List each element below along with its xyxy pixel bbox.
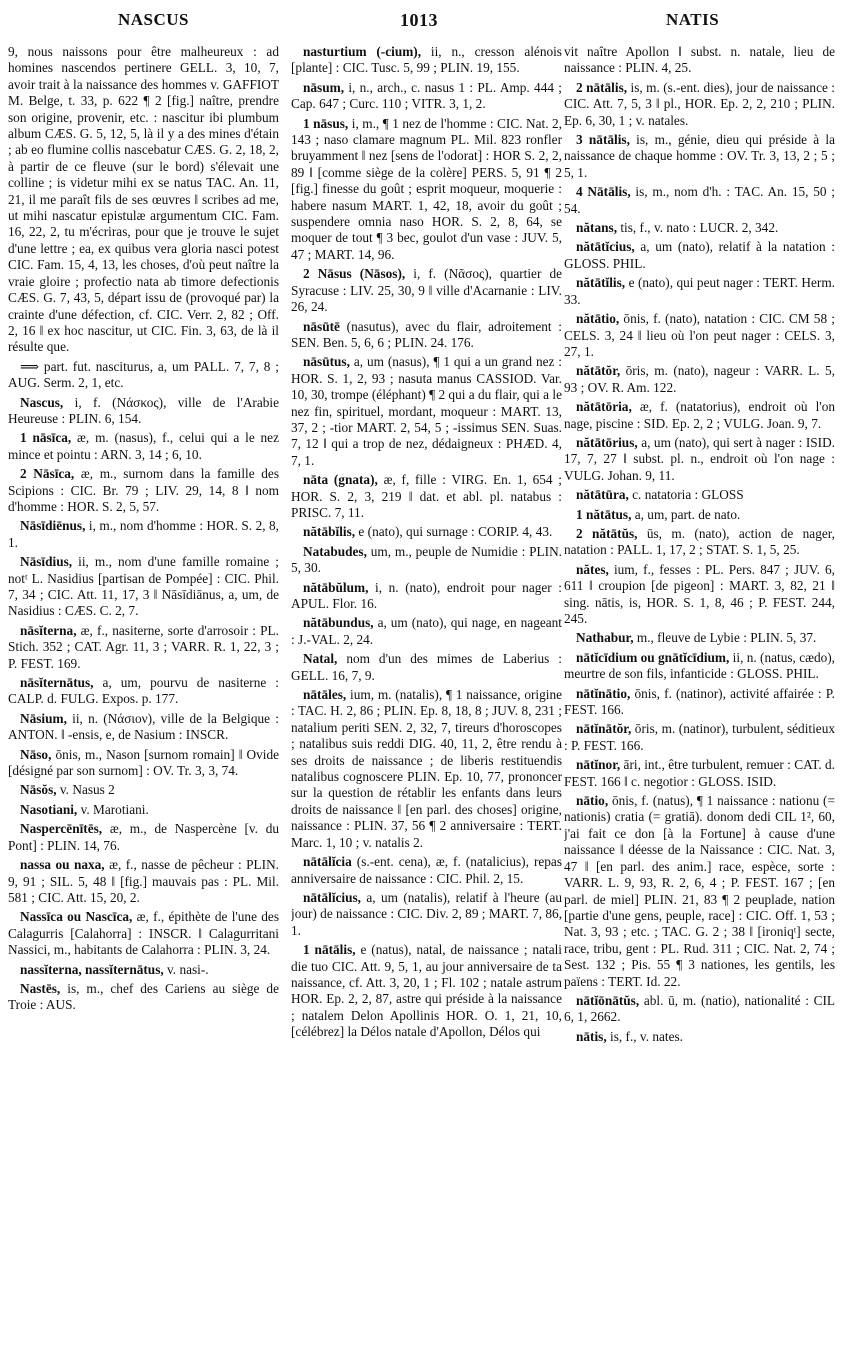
entry-headword: nătātĭcius, xyxy=(576,239,635,255)
dictionary-entry xyxy=(564,399,835,432)
entry-definition: æ, m., surnom dans la famille des Scipions : CIC. Br. 79 ; LIV. 29, 14, 8 ‖ nom d'homme : HOR. S. 2, 5, 57. xyxy=(8,466,279,514)
dictionary-entry xyxy=(291,116,562,264)
entry-definition: ōnis, m., Nason [surnom romain] ‖ Ovide [désigné par son surnom] : OV. Tr. 3, 3, 74. xyxy=(8,746,279,779)
entry-definition: ii, m., nom d'une famille romaine ; notᵗ L. Nasidius [partisan de Pompée] : CIC. Phil. 7, 34 ; CIC. Att. 11, 17, 3 ‖ Nāsīdiānus, a, um, de Nasidius : CÆS. C. 2, 7. xyxy=(8,554,279,619)
dictionary-entry xyxy=(291,80,562,113)
entry-definition: æ, f., épithète de l'une des Calagurris [Calahorra] : INSCR. ‖ Calagurritani Nassici, m., habitants de Calahorra : PLIN. 3, 24. xyxy=(8,909,279,958)
entry-definition: tis, f., v. nato : LUCR. 2, 342. xyxy=(617,220,779,236)
entry-definition: æ, m., de Naspercène [v. du Pont] : PLIN. 14, 76. xyxy=(8,821,279,853)
entry-headword: Nāsīdiēnus, xyxy=(20,518,86,534)
entry-definition: ōris, m. (nato), nageur : VARR. L. 5, 93 ; OV. R. Am. 122. xyxy=(564,363,835,395)
entry-headword: 2 nātālis, xyxy=(576,79,628,95)
entry-headword: 2 Nāsīca, xyxy=(20,466,75,482)
entry-headword: nāsĭternātus, xyxy=(20,675,94,691)
entry-headword: nātālĭcius, xyxy=(303,889,361,905)
dictionary-entry xyxy=(564,275,835,308)
dictionary-entry xyxy=(564,757,835,790)
dictionary-entry xyxy=(291,354,562,469)
dictionary-entry xyxy=(291,44,562,77)
entry-headword: nătābĭlis, xyxy=(303,524,356,540)
dictionary-entry xyxy=(564,132,835,181)
entry-definition: ii, n., cresson alénois [plante] : CIC. Tusc. 5, 99 ; PLIN. 19, 155. xyxy=(291,44,562,76)
dictionary-entry xyxy=(564,44,835,77)
entry-definition: a, um, pourvu de nasiterne : CALP. d. FULG. Expos. p. 177. xyxy=(8,675,279,707)
dictionary-entry xyxy=(564,1029,835,1045)
dictionary-entry xyxy=(564,686,835,719)
dictionary-entry xyxy=(8,675,279,708)
entry-headword: nātĭnātŏr, xyxy=(576,721,632,737)
entry-definition: vit naître Apollon ‖ subst. n. natale, lieu de naissance : PLIN. 4, 25. xyxy=(564,44,835,76)
dictionary-entry xyxy=(291,854,562,887)
dictionary-entry xyxy=(8,909,279,958)
entry-headword: 1 nătātus, xyxy=(576,506,632,522)
entry-headword: nătābŭlum, xyxy=(303,579,369,595)
entry-headword: Nassīca ou Nascīca, xyxy=(20,909,133,925)
entry-headword: Naspercēnītēs, xyxy=(20,821,103,837)
entry-headword: Nathabur, xyxy=(576,630,634,646)
entry-definition: æ, f., nasiterne, sorte d'arrosoir : PL. Stich. 352 ; CAT. Agr. 11, 3 ; VARR. R. 1, 22, 3 ; P. FEST. 169. xyxy=(8,622,279,671)
dictionary-entry xyxy=(291,890,562,939)
entry-headword: nasturtium (-cium), xyxy=(303,44,422,59)
entry-definition: c. natatoria : GLOSS xyxy=(628,487,744,503)
dictionary-entry xyxy=(8,466,279,515)
entry-headword: nătans, xyxy=(576,220,618,236)
entry-definition: ōnis, f. (natus), ¶ 1 naissance : nationu (= nationis) cratia (= gratiā). donom dedi CIL 1², 60, j'ai fait ce don [à la Fortune] à cause d'une naissance ‖ déesse de la Naissance : CIC. Nat. 3, 47 ‖ [en parl. des anim.] race, espèce, sorte : VARR. L. 9, 93, R. 2, 6, 4 ; P. FEST. 167 ; [en parl. de miel] PLIN. 21, 83 ¶ 2 peuplade, nation [partie d'une gens, peuple, race] : CIC. Off. 1, 53 ; Nat. 3, 93 ; etc. ; TAC. G. 2 ; 38 ‖ [ironiqᵗ] secte, race, tribu, gent : PL. Rud. 311 ; CIC. Nat. 2, 74 ; Sest. 132 ; Pis. 55 ¶ 3 nationes, les gentils, les païens : TERT. Id. 22. xyxy=(564,793,835,989)
entry-headword: nātĭnor, xyxy=(576,757,621,773)
entry-definition: æ, m. (nasus), f., celui qui a le nez mince et pointu : ARN. 3, 14 ; 6, 10. xyxy=(8,430,279,462)
entry-definition: āri, int., être turbulent, remuer : CAT. d. FEST. 166 ‖ c. negotior : GLOSS. ISID. xyxy=(564,757,835,789)
dictionary-entry xyxy=(564,650,835,683)
entry-definition: ōnis, f. (natinor), activité affairée : P. FEST. 166. xyxy=(564,685,835,718)
column-1 xyxy=(8,44,279,1362)
entry-headword: nătātĭlis, xyxy=(576,275,626,291)
dictionary-entry xyxy=(291,544,562,577)
entry-headword: nătātōrius, xyxy=(576,434,638,450)
entry-headword: nāta (gnata), xyxy=(303,472,378,488)
entry-headword: nătātōria, xyxy=(576,399,632,415)
dictionary-entry xyxy=(291,687,562,851)
entry-headword: 4 Nātālis, xyxy=(576,184,631,200)
entry-definition: ii, n. (natus, cædo), meurtre de son fils, infanticide : GLOSS. PHIL. xyxy=(564,649,835,682)
entry-headword: nătātŏr, xyxy=(576,363,621,379)
dictionary-entry xyxy=(564,220,835,236)
entry-headword: nassa ou naxa, xyxy=(20,857,105,873)
entry-definition: i, f. (Νάσκος), ville de l'Arabie Heureuse : PLIN. 6, 154. xyxy=(8,394,279,426)
entry-definition: i, n., arch., c. nasus 1 : PL. Amp. 444 ; Cap. 647 ; Curc. 110 ; VITR. 3, 1, 2. xyxy=(291,79,562,112)
entry-definition: v. nasi-. xyxy=(163,961,209,977)
column-2 xyxy=(291,44,562,1362)
dictionary-entry xyxy=(564,184,835,217)
dictionary-columns xyxy=(8,44,838,1362)
dictionary-entry xyxy=(8,44,279,356)
dictionary-entry xyxy=(8,981,279,1014)
dictionary-entry xyxy=(8,430,279,463)
dictionary-entry xyxy=(564,363,835,396)
entry-definition: (nasutus), avec du flair, adroitement : SEN. Ben. 5, 6, 6 ; PLIN. 24. 176. xyxy=(291,318,562,350)
entry-definition: abl. ū, m. (natio), nationalité : CIL 6, 1, 2662. xyxy=(564,992,835,1025)
dictionary-entry xyxy=(291,472,562,521)
entry-definition: a, um (nato), qui sert à nager : ISID. 17, 7, 27 ‖ subst. pl. n., endroit où l'on nage : VULG. Johan. 9, 11. xyxy=(564,434,835,483)
dictionary-entry xyxy=(8,857,279,906)
entry-definition: is, m., chef des Cariens au siège de Troie : AUS. xyxy=(8,980,279,1013)
entry-headword: 1 nāsus, xyxy=(303,115,349,131)
entry-definition: æ, f., nasse de pêcheur : PLIN. 9, 91 ; SIL. 5, 48 ‖ [fig.] mauvais pas : PL. Mil. 581 ; CIC. Att. 15, 20, 2. xyxy=(8,857,279,905)
entry-definition: a, um (natalis), relatif à l'heure (au jour) de naissance : CIC. Div. 2, 89 ; MART. 7, 86, 1. xyxy=(291,889,562,938)
dictionary-entry xyxy=(291,266,562,315)
dictionary-entry xyxy=(8,821,279,854)
entry-headword: 1 nātālis, xyxy=(303,942,356,958)
page-header xyxy=(0,6,841,36)
dictionary-entry xyxy=(564,993,835,1026)
entry-definition: is, m., nom d'h. : TAC. An. 15, 50 ; 54. xyxy=(564,184,835,216)
dictionary-entry xyxy=(564,793,835,990)
dictionary-entry xyxy=(8,711,279,744)
dictionary-entry xyxy=(291,580,562,613)
entry-definition: ōris, m. (natinor), turbulent, séditieux : P. FEST. 166. xyxy=(564,721,835,753)
dictionary-entry xyxy=(8,747,279,780)
entry-headword: nătātio, xyxy=(576,311,620,327)
entry-definition: a, um (nasus), ¶ 1 qui a un grand nez : HOR. S. 1, 2, 93 ; nasuta manus CASSIOD. Var. 10, 30, trompe (éléphant) ¶ 2 qui a du flair, qui a le nez fin, spirituel, mordant, moqueur : MART. 13, 37, 2 ; -tior MART. 2, 54, 5 ; -issimus SEN. Suas. 7, 12 ‖ qui a trop de nez, dédaigneux : PHÆD. 4, 7, 1. xyxy=(291,354,562,468)
entry-headword: nassĭterna, nassĭternātus, xyxy=(20,961,164,977)
entry-headword: nāsūtus, xyxy=(303,354,350,370)
entry-headword: nătes, xyxy=(576,561,609,577)
entry-headword: Natabudes, xyxy=(303,543,367,559)
entry-definition: i, m., ¶ 1 nez de l'homme : CIC. Nat. 2, 143 ; naso clamare magnum PL. Mil. 823 ronfler bruyamment ‖ nez [sens de l'odorat] : HOR S. 2, 2, 89 ‖ [comme siège de la colère] PERS. 5, 91 ¶ 2 [fig.] finesse du goût ; esprit moqueur, moquerie : habere nasum MART. 1, 42, 18, avoir du goût ; suspendere omnia naso HOR. S. 2, 8, 64, se moquer de tout ¶ 3 bec, goulot d'un vase : JUV. 5, 47 ; MART. 14, 96. xyxy=(291,115,562,262)
dictionary-entry xyxy=(564,435,835,484)
dictionary-entry xyxy=(8,395,279,428)
entry-headword: nātĭcīdium ou gnātĭcīdium, xyxy=(576,649,730,665)
entry-headword: Nāsŏs, xyxy=(20,782,57,798)
entry-headword: nātĭōnātŭs, xyxy=(576,992,640,1008)
entry-definition: (s.-ent. cena), æ, f. (natalicius), repas anniversaire de naissance : CIC. Phil. 2, 15. xyxy=(291,854,562,886)
entry-definition: ium, m. (natalis), ¶ 1 naissance, origine : TAC. H. 2, 86 ; PLIN. Ep. 8, 18, 8 ; JUV. 8, 231 ; natalium periti SEN. 2, 32, 7, tireurs d'horoscopes ; natalibus suis reddi DIG. 40, 11, 2, être rendu à ses droits de naissance ; de liberis restituendis natalibus cognoscere PLIN. Ep. 10, 77, prononcer sur la question de rétablir les enfants dans leurs droits de naissance ‖ [en parl. des choses] origine, naissance : PLIN. 37, 56 ¶ 2 anniversaire : TERT. Marc. 1, 10 ; v. natalis 2. xyxy=(291,687,562,850)
dictionary-entry xyxy=(564,526,835,559)
entry-definition: is, m., génie, dieu qui préside à la naissance de chaque homme : OV. Tr. 3, 13, 2 ; 5 ; 5, 1. xyxy=(564,132,835,180)
entry-definition: a, um, part. de nato. xyxy=(631,506,741,522)
dictionary-entry xyxy=(8,359,279,392)
entry-headword: nāsūtē xyxy=(303,318,340,334)
entry-headword: nāsĭterna, xyxy=(20,622,77,638)
running-head-left: NASCUS xyxy=(118,10,190,29)
dictionary-entry xyxy=(8,554,279,620)
entry-definition: ūs, m. (nato), action de nager, natation : PALL. 1, 17, 2 ; STAT. S. 1, 5, 25. xyxy=(564,525,835,558)
entry-headword: Nāsium, xyxy=(20,710,67,726)
entry-definition: nom d'un des mimes de Laberius : GELL. 16, 7, 9. xyxy=(291,651,562,683)
entry-definition: ōnis, f. (nato), natation : CIC. CM 58 ; CELS. 3, 24 ‖ lieu où l'on peut nager : CELS. 3, 27, 1. xyxy=(564,311,835,359)
entry-headword: 3 nātālis, xyxy=(576,132,630,148)
entry-headword: Nasotiani, xyxy=(20,801,78,817)
dictionary-entry xyxy=(8,623,279,672)
entry-definition: a, um (nato), qui nage, en nageant : J.-VAL. 2, 24. xyxy=(291,615,562,647)
entry-headword: Nāso, xyxy=(20,746,52,762)
entry-headword: nătātūra, xyxy=(576,487,629,503)
entry-definition: i, m., nom d'homme : HOR. S. 2, 8, 1. xyxy=(8,518,279,550)
dictionary-entry xyxy=(564,630,835,646)
entry-headword: nātis, xyxy=(576,1028,607,1044)
entry-definition: v. Nasus 2 xyxy=(56,782,115,798)
dictionary-entry xyxy=(291,942,562,1040)
dictionary-entry xyxy=(564,562,835,628)
dictionary-entry xyxy=(564,721,835,754)
entry-headword: 2 nătātŭs, xyxy=(576,525,638,541)
entry-headword: nătābundus, xyxy=(303,615,374,631)
entry-definition: ii, n. (Νάσιον), ville de la Belgique : ANTON. ‖ -ensis, e, de Nasium : INSCR. xyxy=(8,710,279,743)
dictionary-entry xyxy=(8,962,279,978)
dictionary-entry xyxy=(291,524,562,540)
entry-headword: 1 nāsīca, xyxy=(20,430,72,446)
column-3 xyxy=(564,44,835,1362)
dictionary-entry xyxy=(564,80,835,129)
entry-definition: ⟹ part. fut. nasciturus, a, um PALL. 7, 7, 8 ; AUG. Serm. 2, 1, etc. xyxy=(8,358,279,391)
entry-headword: Nastēs, xyxy=(20,980,61,996)
dictionary-entry xyxy=(564,507,835,523)
entry-definition: um, m., peuple de Numidie : PLIN. 5, 30. xyxy=(291,543,562,576)
entry-definition: ium, f., fesses : PL. Pers. 847 ; JUV. 6, 611 ‖ croupion [de pigeon] : MART. 3, 82, 21 ‖ sing. nātis, is, HOR. S. 1, 8, 46 ; P. FEST. 244, 245. xyxy=(564,561,835,626)
entry-definition: 9, nous naissons pour être malheureux : ad homines nascendos pertinere GELL. 3, 10, 7, avoir trait à la naissance des hommes v. GAFFIOT M. Belge, t. 33, p. 622 ¶ 2 [fig.] naître, prendre son origine, provenir, etc. : nascitur ibi plumbum album CÆS. G. 5, 12, 5, là il y a des mines d'étain ; ab eo flumine collis nascebatur CÆS. G. 2, 18, 2, à partir de ce fleuve (sur le bord) s'élevait une colline ; is videtur mihi ex se natus TAC. An. 11, 21, il me paraît fils de ses œuvres ‖ scribes ad me, ut mihi nascatur epistulæ argumentum CIC. Fam. 16, 22, 2, tu m'écriras, pour que je trouve le sujet d'une lettre ; ea, ex quibus vera gloria nasci potest CIC. Fam. 15, 4, 13, les choses, d'où peut naître la vraie gloire ; profectio nata ab timore defectionis CÆS. G. 7, 43, 5, départ issu de (provoqué par) la crainte d'une défection, cf. CIC. Verr. 2, 82 ; Off. 2, 16 ‖ ex hoc nascitur, ut CIC. Fin. 3, 63, de là il résulte que. xyxy=(8,44,279,355)
entry-definition: is, m. (s.-ent. dies), jour de naissance : CIC. Att. 7, 5, 3 ‖ pl., HOR. Ep. 2, 2, 210 ; PLIN. Ep. 6, 30, 1 ; v. natales. xyxy=(564,79,835,128)
running-head-right: NATIS xyxy=(666,10,720,29)
dictionary-entry xyxy=(8,518,279,551)
dictionary-entry xyxy=(291,615,562,648)
entry-definition: i, f. (Νᾶσος), quartier de Syracuse : LIV. 25, 30, 9 ‖ ville d'Acarnanie : LIV. 26, 24. xyxy=(291,266,562,315)
entry-headword: Nascus, xyxy=(20,394,64,410)
entry-headword: Natal, xyxy=(303,651,338,667)
entry-headword: nātālĭcia xyxy=(303,854,352,870)
entry-definition: v. Marotiani. xyxy=(77,801,149,817)
entry-definition: e (natus), natal, de naissance ; natali die tuo CIC. Att. 9, 5, 1, au jour anniversaire de ta naissance, cf. Att. 3, 20, 1 ; Fl. 102 ; natale astrum HOR. Ep. 2, 2, 87, astre qui préside à la naissance ; natalem Delon Apollinis HOR. O. 1, 21, 10, [célébrez] la Délos natale d'Apollon, Délos qui xyxy=(291,942,562,1040)
dictionary-entry xyxy=(8,782,279,798)
entry-headword: nātio, xyxy=(576,793,609,809)
entry-definition: m., fleuve de Lybie : PLIN. 5, 37. xyxy=(633,630,817,646)
page-number: 1013 xyxy=(400,10,438,30)
dictionary-entry xyxy=(564,487,835,503)
dictionary-entry xyxy=(564,311,835,360)
dictionary-entry xyxy=(291,319,562,352)
dictionary-entry xyxy=(564,239,835,272)
entry-headword: nātĭnātio, xyxy=(576,685,631,701)
dictionary-entry xyxy=(8,802,279,818)
entry-definition: e (nato), qui peut nager : TERT. Herm. 33. xyxy=(564,275,835,307)
entry-definition: i, n. (nato), endroit pour nager : APUL. Flor. 16. xyxy=(291,579,562,611)
entry-definition: æ, f. (natatorius), endroit où l'on nage, piscine : SID. Ep. 2, 2 ; VULG. Joan. 9, 7. xyxy=(564,399,835,431)
entry-definition: e (nato), qui surnage : CORIP. 4, 43. xyxy=(355,524,553,540)
entry-definition: æ, f, fille : VIRG. En. 1, 654 ; HOR. S. 2, 3, 219 ‖ dat. et abl. pl. natabus : PRISC. 7, 11. xyxy=(291,472,562,520)
dictionary-entry xyxy=(291,651,562,684)
entry-definition: is, f., v. nates. xyxy=(606,1028,683,1044)
entry-headword: Nāsīdius, xyxy=(20,554,73,570)
entry-definition: a, um (nato), relatif à la natation : GLOSS. PHIL. xyxy=(564,239,835,271)
entry-headword: nātāles, xyxy=(303,687,347,703)
entry-headword: nāsum, xyxy=(303,79,345,95)
entry-headword: 2 Nāsus (Nāsos), xyxy=(303,266,406,282)
